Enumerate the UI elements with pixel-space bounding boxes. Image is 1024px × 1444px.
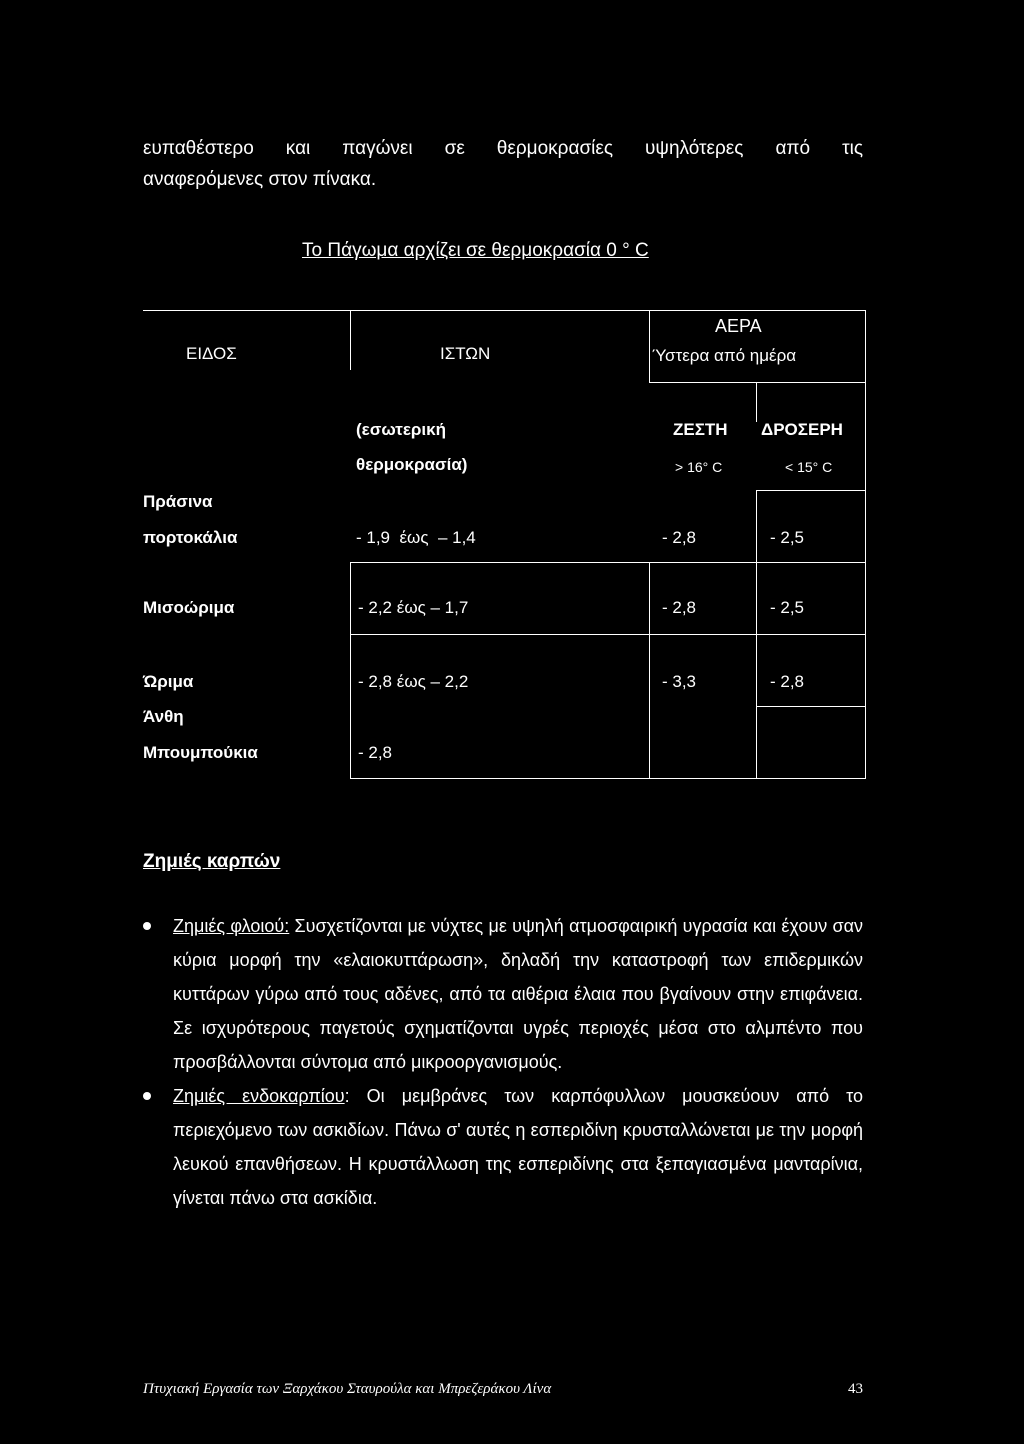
row-iston: - 2,2 έως – 1,7 [358,598,469,617]
bullet-item [143,909,863,1079]
table-vline-col1 [350,562,351,778]
header-droseri: ΔΡΟΣΕΡΗ [761,420,843,439]
header-zesti: ΖΕΣΤΗ [673,420,728,439]
row-name-2: Μπουμπούκια [143,743,258,762]
row-droseri: - 2,5 [770,598,805,617]
section-title: Ζημιές καρπών [143,851,281,872]
bullet-dot-icon [143,922,151,930]
page-number: 43 [848,1381,863,1397]
table-vline-right [865,310,866,778]
bullet-item [143,1079,863,1215]
row-droseri: - 2,5 [770,528,805,547]
bullet-dot-icon [143,1092,151,1100]
header-droseri-temp: < 15° C [785,459,833,475]
row-iston: - 2,8 [358,743,393,762]
table-rule-row1 [350,562,866,563]
table-rule-droseri [756,490,866,491]
table-vline-col1-top [350,310,351,370]
intro-word: υψηλότερες [645,138,744,159]
bullet-list [143,909,863,1215]
header-thermokrasia: θερμοκρασία) [356,455,468,474]
table-bottom-border [350,778,866,779]
bullet-lead: Ζημιές ενδοκαρπίου [173,1086,345,1106]
row-zesti: - 2,8 [662,598,697,617]
table-rule-aera [649,382,866,383]
bullet-text: Συσχετίζονται με νύχτες με υψηλή ατμοσφαιρική υγρασία και έχουν σαν κύρια μορφή την «ελαιοκυττάρωση», δηλαδή την καταστροφή των επιδερμικών κυττάρων γύρω από τους αδένες, από τα αιθέρια έλαια που βγαίνουν στην επιφάνεια. Σε ισχυρότερους παγετούς σχηματίζονται υγρές περιοχές μέσα στο αλμπέντο που προσβάλλονται σύντομα από μικροοργανισμούς. [173,916,863,1072]
table-vline-col3-top [756,382,757,422]
footer-text: Πτυχιακή Εργασία των Ξαρχάκου Σταυρούλα και Μπρεζεράκου Λίνα [143,1381,552,1397]
header-aera: ΑΕΡΑ [715,316,762,336]
row-zesti: - 2,8 [662,528,697,547]
header-eidos: ΕΙΔΟΣ [186,344,237,363]
row-name: Πράσινα [143,492,213,511]
bullet-text: : Οι μεμβράνες των καρπόφυλλων μουσκεύουν από το περιεχόμενο των ασκιδίων. Πάνω σ' αυτές η εσπεριδίνη κρυσταλλώνεται με την μορφή λευκού επανθήσεων. Η κρυστάλλωση της εσπεριδίνης στα ξεπαγιασμένα μανταρίνια, γίνεται πάνω στα ασκίδια. [173,1086,863,1208]
intro-word: σε [444,138,465,159]
table-rule-row3 [756,706,866,707]
intro-word: ευπαθέστερο [143,138,254,159]
row-name: Μισοώριμα [143,598,235,617]
header-esoteriki: (εσωτερική [356,420,447,439]
header-zesti-temp: > 16° C [675,459,723,475]
row-droseri: - 2,8 [770,672,805,691]
bullet-lead: Ζημιές φλοιού: [173,916,290,936]
table-vline-col2 [649,562,650,778]
intro-word: τις [842,138,863,159]
intro-word: θερμοκρασίες [496,138,614,159]
row-iston: - 2,8 έως – 2,2 [358,672,469,691]
table-top-border [143,310,866,311]
intro-line-2: αναφερόμενες στον πίνακα. [143,169,377,190]
row-name-2: πορτοκάλια [143,528,238,547]
row-name: Ώριμα [143,672,194,691]
row-name: Άνθη [143,707,184,726]
table-rule-row2 [350,634,866,635]
intro-word: παγώνει [342,138,413,159]
table-vline-col3 [756,490,757,778]
row-iston: - 1,9 έως – 1,4 [356,528,476,547]
row-zesti: - 3,3 [662,672,697,691]
header-iston: ΙΣΤΩΝ [440,344,491,363]
intro-word: από [775,138,811,159]
header-ystera: Ύστερα από ημέρα [652,346,797,365]
page-footer [143,1381,863,1398]
table-vline-col2-top [649,310,650,383]
intro-word: και [285,138,311,159]
table-title: Το Πάγωμα αρχίζει σε θερμοκρασία 0 ° C [302,240,649,261]
